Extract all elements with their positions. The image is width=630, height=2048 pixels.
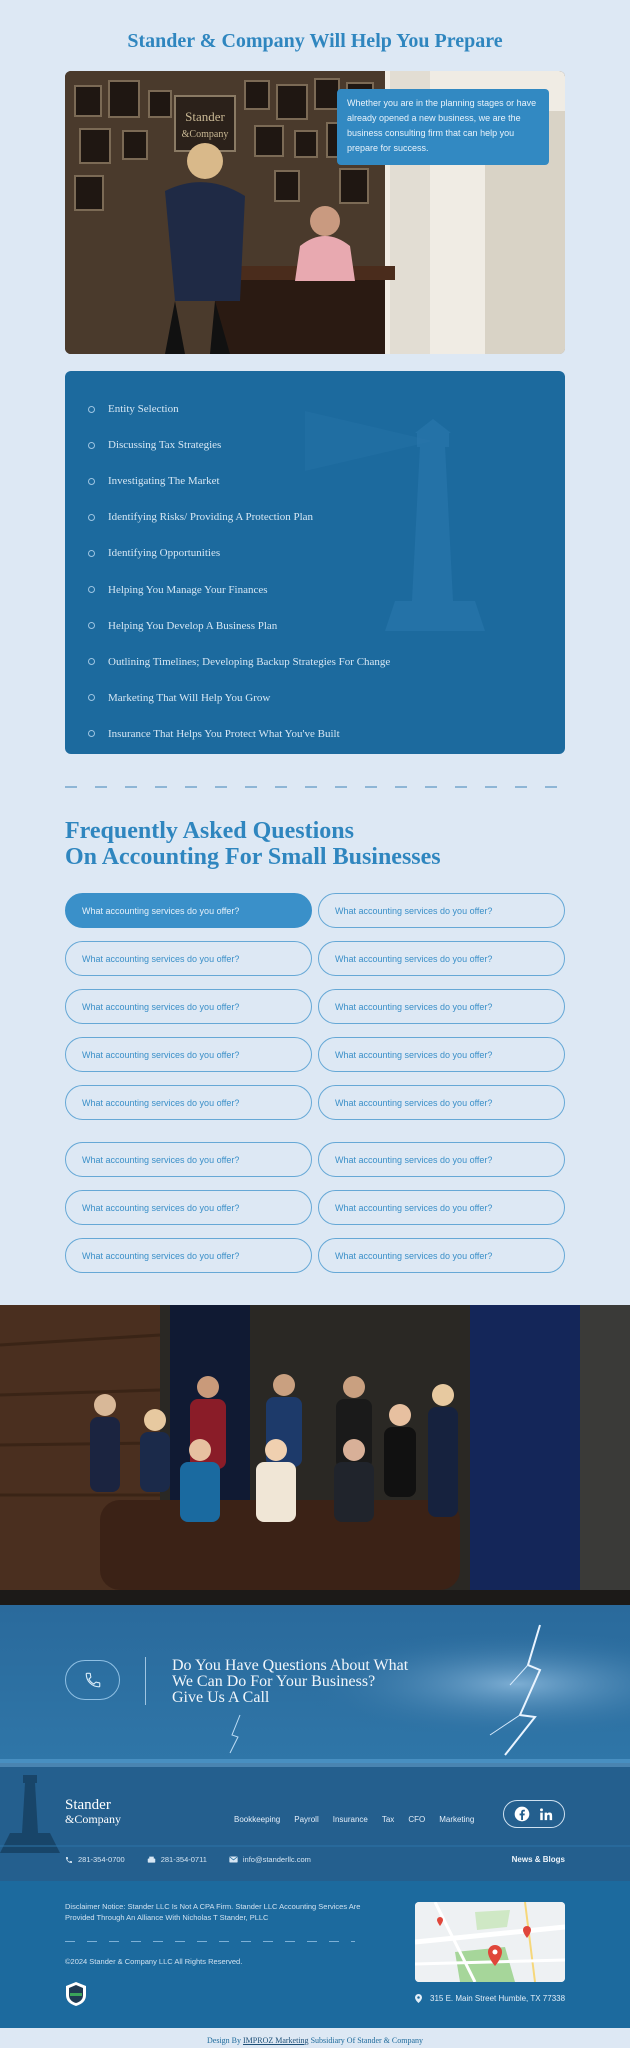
- service-item: Outlining Timelines; Developing Backup Strategies For Change: [88, 644, 390, 680]
- faq-question[interactable]: What accounting services do you offer?: [318, 1085, 565, 1120]
- news-blogs-link[interactable]: News & Blogs: [511, 1855, 565, 1864]
- cta-banner: [0, 1605, 630, 1763]
- faq-question[interactable]: What accounting services do you offer?: [318, 1037, 565, 1072]
- services-panel: [65, 371, 565, 754]
- faq-question[interactable]: What accounting services do you offer?: [65, 989, 312, 1024]
- bullet-icon: [88, 478, 95, 485]
- cta-divider: [145, 1657, 146, 1705]
- nav-tax[interactable]: Tax: [381, 1815, 395, 1824]
- service-item: Identifying Opportunities: [88, 535, 390, 571]
- bullet-icon: [88, 694, 95, 701]
- fax-link[interactable]: 281-354-0711: [147, 1855, 207, 1864]
- location-pin-icon: [415, 1994, 422, 2003]
- office-sign-line1: Stander: [185, 109, 225, 124]
- faq-question[interactable]: What accounting services do you offer?: [318, 1142, 565, 1177]
- nav-payroll[interactable]: Payroll: [294, 1815, 319, 1824]
- faq-question[interactable]: What accounting services do you offer?: [65, 1085, 312, 1120]
- contact-info: [65, 1855, 311, 1864]
- service-item: Discussing Tax Strategies: [88, 427, 390, 463]
- bullet-icon: [88, 406, 95, 413]
- faq-question[interactable]: What accounting services do you offer?: [65, 1037, 312, 1072]
- faq-question[interactable]: What accounting services do you offer?: [318, 989, 565, 1024]
- section-title: Stander & Company Will Help You Prepare: [127, 30, 503, 52]
- section-divider: [65, 786, 565, 788]
- faq-question[interactable]: What accounting services do you offer?: [65, 893, 312, 928]
- phone-icon: [65, 1856, 73, 1864]
- hero-note: Whether you are in the planning stages or have already opened a new business, we are the business consulting firm that can help you prepare for success.: [337, 89, 549, 165]
- service-item: Helping You Manage Your Finances: [88, 571, 390, 607]
- nav-bookkeeping[interactable]: Bookkeeping: [234, 1815, 281, 1824]
- map-illustration: [415, 1902, 565, 1982]
- faq-heading: [65, 818, 441, 870]
- service-item: Marketing That Will Help You Grow: [88, 680, 390, 716]
- service-item: Insurance That Helps You Protect What You've Built: [88, 716, 390, 752]
- copyright: ©2024 Stander & Company LLC All Rights Reserved.: [65, 1957, 243, 1966]
- bullet-icon: [88, 550, 95, 557]
- design-credit: Design By IMPROZ Marketing Subsidiary Of Stander & Company: [207, 2036, 423, 2045]
- bullet-icon: [88, 442, 95, 449]
- faq-question[interactable]: What accounting services do you offer?: [318, 941, 565, 976]
- office-photo: [65, 71, 565, 354]
- footer-nav: [234, 1815, 474, 1824]
- office-sign-line2: &Company: [181, 129, 229, 140]
- certification-badge-icon: [65, 1981, 87, 2007]
- service-item: Helping You Develop A Business Plan: [88, 608, 390, 644]
- team-illustration: [0, 1305, 630, 1605]
- fax-icon: [147, 1856, 156, 1864]
- nav-cfo[interactable]: CFO: [408, 1815, 426, 1824]
- faq-question[interactable]: What accounting services do you offer?: [65, 1238, 312, 1273]
- email-link[interactable]: info@standerllc.com: [229, 1855, 311, 1864]
- nav-marketing[interactable]: Marketing: [439, 1815, 475, 1824]
- bullet-icon: [88, 514, 95, 521]
- service-item: Investigating The Market: [88, 463, 390, 499]
- bullet-icon: [88, 658, 95, 665]
- linkedin-icon[interactable]: [539, 1807, 554, 1822]
- phone-link[interactable]: 281-354-0700: [65, 1855, 125, 1864]
- faq-question[interactable]: What accounting services do you offer?: [318, 1190, 565, 1225]
- faq-question[interactable]: What accounting services do you offer?: [65, 1142, 312, 1177]
- bullet-icon: [88, 622, 95, 629]
- location-map[interactable]: [415, 1902, 565, 1982]
- mail-icon: [229, 1856, 238, 1863]
- faq-question[interactable]: What accounting services do you offer?: [65, 1190, 312, 1225]
- faq-heading-line2: On Accounting For Small Businesses: [65, 844, 441, 870]
- disclaimer: Disclaimer Notice: Stander LLC Is Not A CPA Firm. Stander LLC Accounting Services Are Provided Through An Alliance With Nicholas T Stander, PLLC: [65, 1902, 361, 1922]
- footer-divider: [65, 1941, 355, 1942]
- phone-icon: [84, 1671, 102, 1689]
- service-item: Entity Selection: [88, 391, 390, 427]
- services-list: [88, 391, 390, 752]
- footer-logo[interactable]: Stander &Company: [65, 1797, 121, 1826]
- address: 315 E. Main Street Humble, TX 77338: [415, 1994, 565, 2003]
- faq-question[interactable]: What accounting services do you offer?: [65, 941, 312, 976]
- call-button[interactable]: [65, 1660, 120, 1700]
- bullet-icon: [88, 730, 95, 737]
- service-item: Identifying Risks/ Providing A Protection Plan: [88, 499, 390, 535]
- bullet-icon: [88, 586, 95, 593]
- facebook-icon[interactable]: [514, 1806, 530, 1822]
- agency-link[interactable]: IMPROZ Marketing: [243, 2036, 309, 2045]
- social-links: [503, 1800, 565, 1828]
- team-photo: [0, 1305, 630, 1605]
- nav-insurance[interactable]: Insurance: [332, 1815, 368, 1824]
- faq-question[interactable]: What accounting services do you offer?: [318, 1238, 565, 1273]
- footer: [0, 1763, 630, 2028]
- faq-question[interactable]: What accounting services do you offer?: [318, 893, 565, 928]
- faq-heading-line1: Frequently Asked Questions: [65, 818, 354, 844]
- cta-heading: Do You Have Questions About What We Can Do For Your Business? Give Us A Call: [172, 1657, 409, 1706]
